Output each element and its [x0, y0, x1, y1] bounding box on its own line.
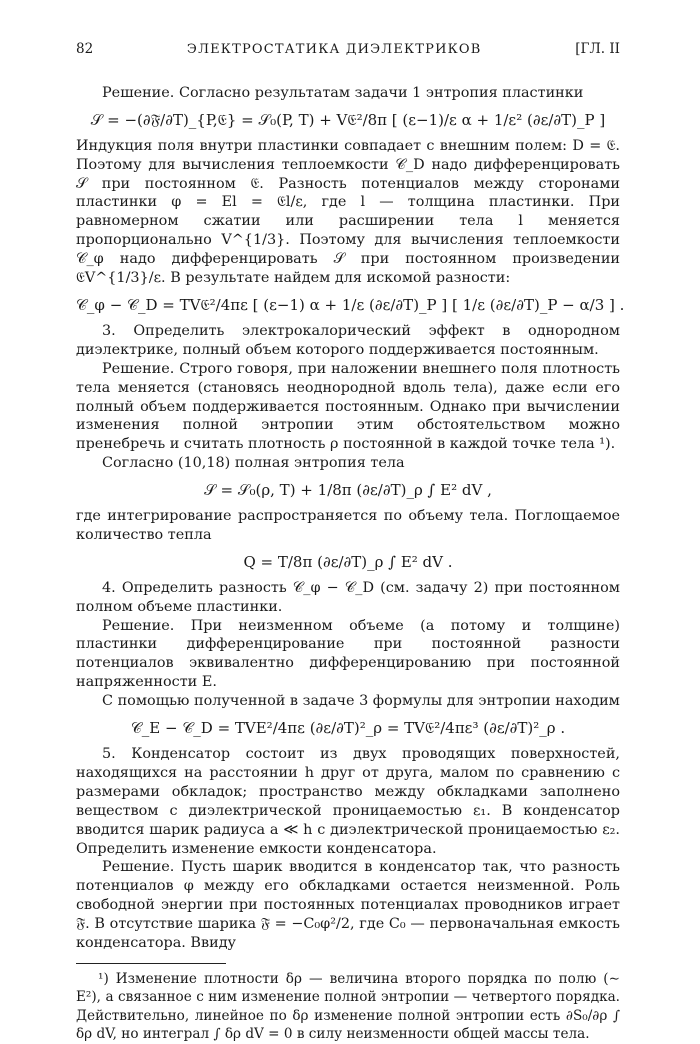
paragraph-problem-5: 5. Конденсатор состоит из двух проводящих поверхностей, находящихся на расстоянии h друг от друга, малом по сравнению с размерами обкладок; пространство между обкладками заполнено веществом с диэлектрической проницаемостью ε₁. В конденсатор вводится шарик радиуса a ≪ h с диэлектрической проницаемостью ε₂. Определить изменение емкости конденсатора. [76, 746, 620, 857]
equation-entropy-plate: 𝒮 = −(∂𝔉̃/∂T)_{P,𝔈} = 𝒮₀(P, T) + V𝔈²/8π [ (ε−1)/ε α + 1/ε² (∂ε/∂T)_P ] [90, 110, 606, 129]
paragraph-integration: где интегрирование распространяется по объему тела. Поглощаемое количество тепла [76, 508, 620, 543]
footnote-divider [76, 963, 226, 964]
paragraph-problem-3: 3. Определить электрокалорический эффект в однородном диэлектрике, полный объем которого поддерживается постоянным. [76, 322, 620, 358]
footnote-block [76, 970, 620, 1044]
paragraph-solution-4: Решение. При неизменном объеме (а потому и толщине) пластинки дифференцирование при постоянной разности потенциалов эквивалентно дифференцированию при постоянной напряженности E. [76, 617, 620, 691]
equation-heat-capacity-difference: 𝒞_φ − 𝒞_D = TV𝔈²/4πε [ (ε−1) α + 1/ε (∂ε/∂T)_P ] [ 1/ε (∂ε/∂T)_P − α/3 ] . [76, 295, 625, 314]
page-number: 82 [76, 41, 94, 57]
equation-total-entropy: 𝒮 = 𝒮₀(ρ, T) + 1/8π (∂ε/∂T)_ρ ∫ E² dV , [204, 481, 492, 500]
footnote-1: ¹) Изменение плотности δρ — величина второго порядка по полю (∼ E²), а связанное с ним изменение полной энтропии — четвертого порядка. Действительно, линейное по δρ изменение полной энтропии есть ∂S₀/∂ρ ∫ δρ dV, но интеграл ∫ δρ dV = 0 в силу неизменности общей массы тела. [76, 970, 620, 1043]
equation-heat-absorbed: Q = T/8π (∂ε/∂T)_ρ ∫ E² dV . [243, 552, 453, 571]
running-title: ЭЛЕКТРОСТАТИКА ДИЭЛЕКТРИКОВ [186, 42, 482, 57]
paragraph-solution-2: Решение. Согласно результатам задачи 1 энтропия пластинки [102, 84, 584, 101]
paragraph-induction: Индукция поля внутри пластинки совпадает с внешним полем: D = 𝔈. Поэтому для вычисления теплоемкости 𝒞_D надо дифференцировать 𝒮 при постоянном 𝔈. Разность потенциалов между сторонами пластинки φ = El = 𝔈l/ε, где l — толщина пластинки. При равномерном сжатии или расширении тела l меняется пропорционально V^{1/3}. Поэтому для вычисления теплоемкости 𝒞_φ надо дифференцировать 𝒮 при постоянном произведении 𝔈V^{1/3}/ε. В результате найдем для искомой разности: [76, 137, 620, 287]
paragraph-using-formula: С помощью полученной в задаче 3 формулы для энтропии находим [102, 693, 620, 710]
equation-ce-cd: 𝒞_E − 𝒞_D = TVE²/4πε (∂ε/∂T)²_ρ = TV𝔈²/4πε³ (∂ε/∂T)²_ρ . [130, 719, 566, 738]
chapter-label: [ГЛ. II [575, 41, 620, 57]
paragraph-problem-4: 4. Определить разность 𝒞_φ − 𝒞_D (см. задачу 2) при постоянном полном объеме пластинки. [76, 579, 620, 615]
paragraph-solution-3: Решение. Строго говоря, при наложении внешнего поля плотность тела меняется (становясь неоднородной вдоль тела), даже если его полный объем поддерживается постоянным. Однако при вычислении изменения полной энтропии этим обстоятельством можно пренебречь и считать плотность ρ постоянной в каждой точке тела ¹). [76, 360, 620, 453]
paragraph-total-entropy: Согласно (10,18) полная энтропия тела [102, 455, 405, 472]
page-header [76, 40, 620, 60]
paragraph-solution-5: Решение. Пусть шарик вводится в конденсатор так, что разность потенциалов φ между его обкладками остается неизменной. Роль свободной энергии при постоянных потенциалах проводников играет 𝔉̃. В отсутствие шарика 𝔉̃ = −C₀φ²/2, где C₀ — первоначальная емкость конденсатора. Ввиду [76, 859, 620, 952]
